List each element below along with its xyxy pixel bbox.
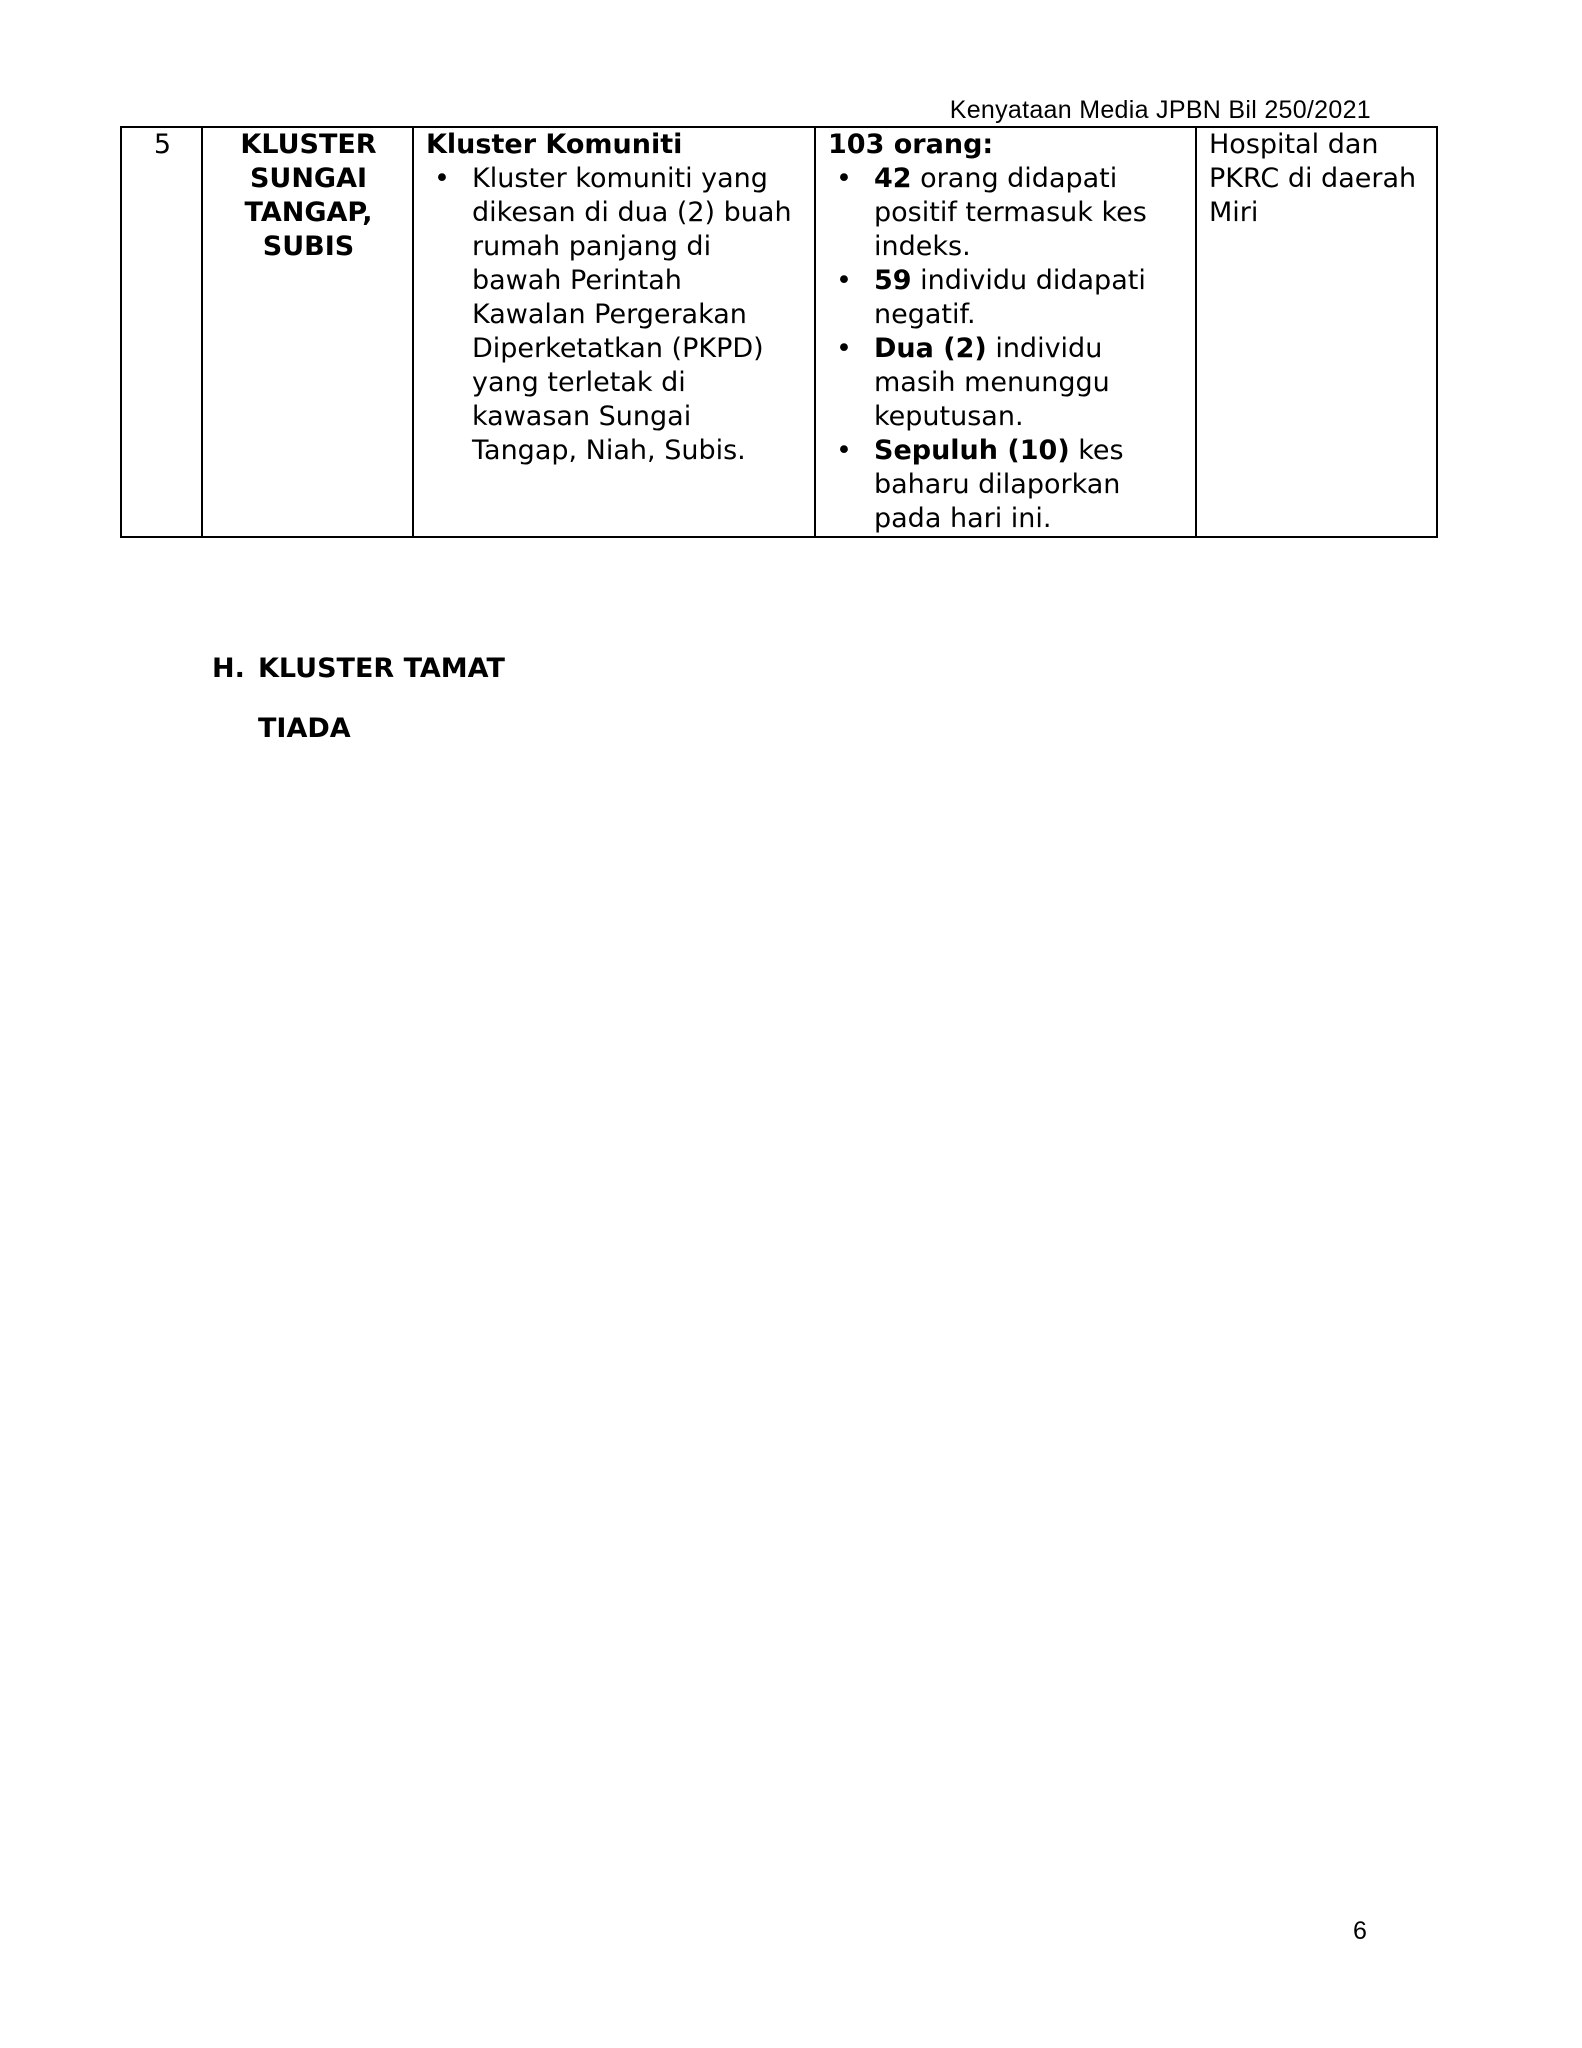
table-row [121, 127, 1437, 537]
section-letter: H. [212, 653, 245, 684]
stat-value: Dua (2) [874, 333, 987, 364]
description-item: • Kluster komuniti yang dikesan di dua (2) buah rumah panjang di bawah Perintah Kawalan Pergerakan Diperketatkan (PKPD) yang terletak di kawasan Sungai Tangap, Niah, Subis. [426, 162, 804, 468]
description-list [426, 162, 804, 468]
stat-value: 59 [874, 265, 912, 296]
stat-text: kes baharu dilaporkan pada hari ini. [874, 435, 1124, 534]
cluster-description-cell [413, 127, 815, 537]
row-number: 5 [121, 127, 202, 537]
hospital-cell: Hospital dan PKRC di daerah Miri [1196, 127, 1437, 537]
stat-value: 42 [874, 163, 912, 194]
stat-item [828, 264, 1185, 332]
stat-value: Sepuluh (10) [874, 435, 1070, 466]
document-header: Kenyataan Media JPBN Bil 250/2021 [949, 96, 1371, 124]
stat-item [828, 162, 1185, 264]
stat-text: individu didapati negatif. [874, 265, 1146, 330]
stat-text: orang didapati positif termasuk kes indeks. [874, 163, 1147, 262]
screening-stats-cell [815, 127, 1196, 537]
section-heading [212, 652, 505, 686]
cluster-category: Kluster Komuniti [426, 129, 683, 160]
stat-text: individu masih menunggu keputusan. [874, 333, 1110, 432]
page-number: 6 [1353, 1917, 1367, 1945]
section-content: TIADA [258, 713, 351, 744]
section-title: KLUSTER TAMAT [258, 653, 505, 684]
stats-list [828, 162, 1185, 536]
stat-item [828, 332, 1185, 434]
cluster-table [120, 126, 1438, 538]
cluster-name: KLUSTER SUNGAI TANGAP, SUBIS [202, 127, 413, 537]
screened-total: 103 orang: [828, 129, 994, 160]
stat-item [828, 434, 1185, 536]
